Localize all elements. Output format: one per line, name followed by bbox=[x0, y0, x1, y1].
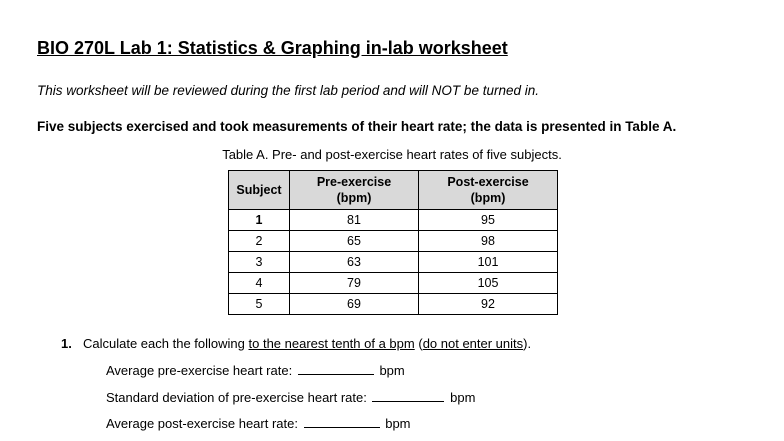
cell-subject: 1 bbox=[229, 210, 290, 231]
cell-post: 105 bbox=[419, 273, 558, 294]
header-subject: Subject bbox=[229, 171, 290, 210]
answer-unit: bpm bbox=[385, 416, 411, 431]
question-text-end: ). bbox=[523, 336, 532, 351]
header-pre-line1: Pre-exercise bbox=[316, 175, 392, 189]
worksheet-note: This worksheet will be reviewed during the first lab period and will NOT be turned in. bbox=[37, 83, 539, 98]
question-1 bbox=[61, 336, 531, 351]
answer-label: Average pre-exercise heart rate: bbox=[106, 363, 296, 378]
header-post-exercise bbox=[419, 171, 558, 210]
answer-line-avg-post bbox=[106, 415, 411, 431]
answer-blank[interactable] bbox=[304, 415, 380, 428]
answer-label: Standard deviation of pre-exercise heart rate: bbox=[106, 390, 371, 405]
answer-blank[interactable] bbox=[298, 362, 374, 375]
answer-line-sd-pre bbox=[106, 389, 475, 405]
header-pre-line2: (bpm) bbox=[336, 191, 372, 205]
question-text-start: Calculate each the following bbox=[83, 336, 249, 351]
cell-post: 101 bbox=[419, 252, 558, 273]
cell-subject: 4 bbox=[229, 273, 290, 294]
header-pre-exercise bbox=[290, 171, 419, 210]
table-row bbox=[229, 252, 558, 273]
table-caption: Table A. Pre- and post-exercise heart rates of five subjects. bbox=[222, 147, 562, 162]
question-text-mid: ( bbox=[414, 336, 423, 351]
cell-post: 92 bbox=[419, 294, 558, 315]
intro-text: Five subjects exercised and took measurements of their heart rate; the data is presented in Table A. bbox=[37, 119, 677, 134]
cell-pre: 63 bbox=[290, 252, 419, 273]
cell-pre: 79 bbox=[290, 273, 419, 294]
cell-subject: 2 bbox=[229, 231, 290, 252]
table-row bbox=[229, 231, 558, 252]
answer-line-avg-pre bbox=[106, 362, 405, 378]
cell-subject: 3 bbox=[229, 252, 290, 273]
question-underline-precision: to the nearest tenth of a bpm bbox=[248, 336, 415, 351]
question-underline-units: do not enter units bbox=[422, 336, 524, 351]
table-header-row bbox=[229, 171, 558, 210]
table-row bbox=[229, 294, 558, 315]
table-row bbox=[229, 210, 558, 231]
header-post-line1: Post-exercise bbox=[447, 175, 529, 189]
cell-pre: 69 bbox=[290, 294, 419, 315]
answer-unit: bpm bbox=[379, 363, 405, 378]
cell-post: 95 bbox=[419, 210, 558, 231]
question-number: 1. bbox=[61, 336, 72, 351]
cell-pre: 81 bbox=[290, 210, 419, 231]
answer-unit: bpm bbox=[450, 390, 476, 405]
answer-label: Average post-exercise heart rate: bbox=[106, 416, 302, 431]
answer-blank[interactable] bbox=[372, 389, 444, 402]
cell-pre: 65 bbox=[290, 231, 419, 252]
table-row bbox=[229, 273, 558, 294]
page-title: BIO 270L Lab 1: Statistics & Graphing in-lab worksheet bbox=[37, 38, 508, 58]
heart-rate-table bbox=[228, 170, 558, 315]
cell-subject: 5 bbox=[229, 294, 290, 315]
header-post-line2: (bpm) bbox=[470, 191, 506, 205]
cell-post: 98 bbox=[419, 231, 558, 252]
